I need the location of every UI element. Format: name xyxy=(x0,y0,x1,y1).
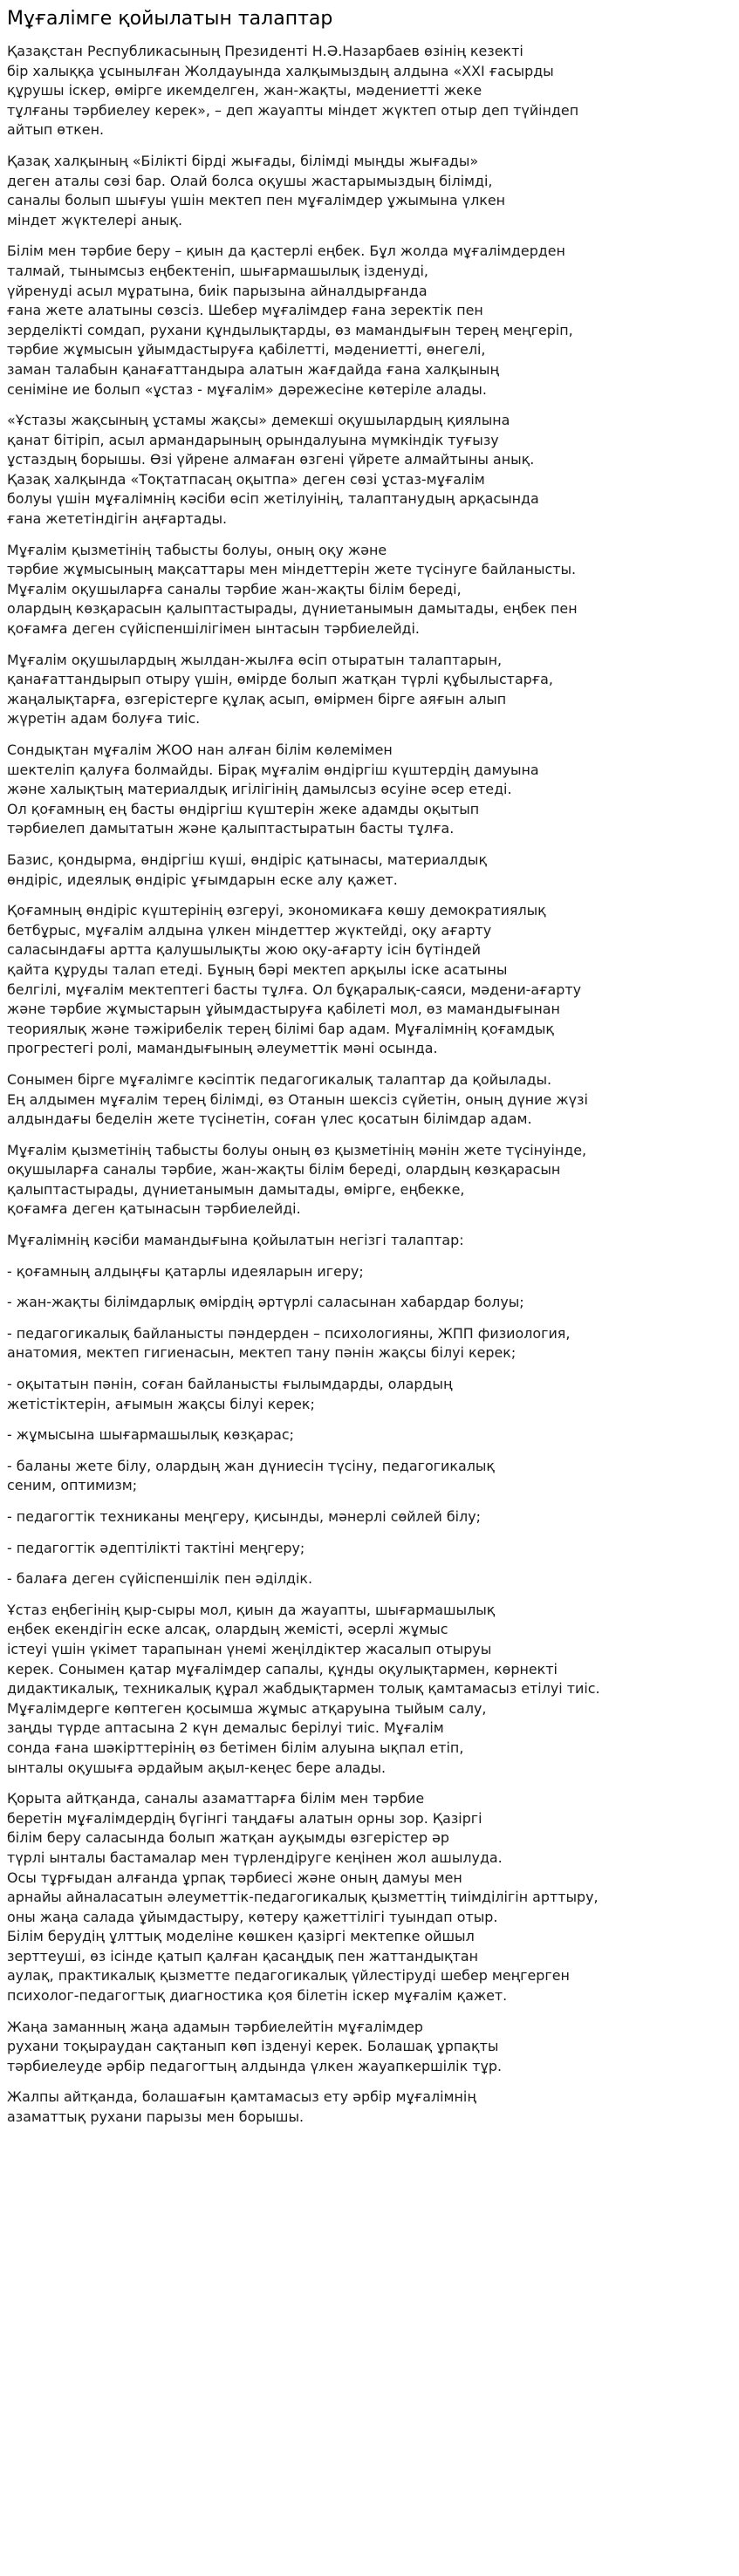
list-item: - педагогикалық байланысты пәндерден – психологияны, ЖПП физиология, анатомия, мектеп гигиенасын, мектеп тану пәнін жақсы білуі керек; xyxy=(7,1324,571,1362)
list-item: - педагогтік техниканы меңгеру, қисынды, мәнерлі сөйлей білу; xyxy=(7,1508,481,1525)
paragraph-6: Мұғалім оқушылардың жылдан-жылға өсіп отыратын талаптарын, қанағаттандырып отыру үшін, өмірде болып жатқан түрлі құбылыстарға, жаңалықтарға, өзгерістерге құлақ асып, өмірмен бірге аяғын алып жүретін адам болуға тиіс. xyxy=(7,651,553,728)
paragraph-1: Қазақстан Республикасының Президенті Н.Ә.Назарбаев өзінің кезекті бір халыққа ұсынылған Жолдауында халқымыздың алдына «XXI ғасырды құрушы іскер, өмірге икемделген, жан-жақты, мәдениетті жеке тұлғаны тәрбиелеу керек», – деп жауапты міндет жүктеп отыр деп түйіндеп айтып өткен. xyxy=(7,43,579,139)
list-item: - жұмысына шығармашылық көзқарас; xyxy=(7,1426,294,1444)
paragraph-3: Білім мен тәрбие беру – қиын да қастерлі еңбек. Бұл жолда мұғалімдерден талмай, тынымсыз еңбектеніп, шығармашылық ізденуді, үйренуді асыл мұратына, биік парызына айналдырғанда ғана жете алатыны сөзсіз. Шебер мұғалімдер ғана зеректік пен зерделікті сомдап, рухани құндылықтарды, өз мамандығын терең меңгеріп, тәрбие жұмысын ұйымдастыруға қабілетті, мәдениетті, өнегелі, заман талабын қанағаттандыра алатын жағдайда ғана халқының сеніміне ие болып «ұстаз - мұғалім» дәрежесіне көтеріле алады. xyxy=(7,243,573,398)
paragraph-16: Жалпы айтқанда, болашағын қамтамасыз ету әрбір мұғалімнің азаматтық рухани парызы мен борышы. xyxy=(7,2088,476,2126)
paragraph-7: Сондықтан мұғалім ЖОО нан алған білім көлемімен шектеліп қалуға болмайды. Бірақ мұғалім өндіргіш күштердің дамуына және халықтың материалдық игілігінің дамылсыз өсуіне әсер етеді. Ол қоғамның ең басты өндіргіш күштерін жеке адамды оқытып тәрбиелеп дамытатын және қалыптастыратын басты тұлға. xyxy=(7,741,539,837)
list-item: - баланы жете білу, олардың жан дүниесін түсіну, педагогикалық сеним, оптимизм; xyxy=(7,1457,495,1494)
requirements-heading: Мұғалімнің кәсіби мамандығына қойылатын негізгі талаптар: xyxy=(7,1232,464,1249)
list-item: - қоғамның алдыңғы қатарлы идеяларын игеру; xyxy=(7,1262,364,1280)
requirements-list xyxy=(7,1262,732,1589)
paragraph-13: Ұстаз еңбегінің қыр-сыры мол, қиын да жауапты, шығармашылық еңбек екендігін еске алсақ, олардың жемісті, әсерлі жұмыс істеуі үшін үкімет тарапынан үнемі жеңілдіктер жасалып отыруы керек. Сонымен қатар мұғалімдер сапалы, құнды оқулықтармен, көрнекті дидактикалық, техникалық құрал жабдықтармен толық қамтамасыз етілуі тиіс. Мұғалімдерге көптеген қосымша жұмыс атқаруына тыйым салу, заңды түрде аптасына 2 күн демалыс берілуі тиіс. Мұғалім сонда ғана шәкірттерінің өз бетімен білім алуына ықпал етіп, ынталы оқушыға әрдайым ақыл-кеңес бере алады. xyxy=(7,1601,600,1776)
paragraph-2: Қазақ халқының «Білікті бірді жығады, білімді мыңды жығады» деген аталы сөзі бар. Олай болса оқушы жастарымыздың білімді, саналы болып шығуы үшін мектеп пен мұғалімдер ұжымына үлкен міндет жүктелері анық. xyxy=(7,152,506,229)
list-item: - оқытатын пәнін, соған байланысты ғылымдарды, олардың жетістіктерін, ағымын жақсы білуі керек; xyxy=(7,1376,453,1412)
paragraph-8: Базис, қондырма, өндіргіш күші, өндіріс қатынасы, материалдық өндіріс, идеялық өндіріс ұғымдарын еске алу қажет. xyxy=(7,851,488,888)
list-item: - жан-жақты білімдарлық өмірдің әртүрлі саласынан хабардар болуы; xyxy=(7,1294,524,1311)
article-title: Мұғалімге қойылатын талаптар xyxy=(7,8,333,30)
list-item: - балаға деген сүйіспеншілік пен әділдік. xyxy=(7,1570,313,1588)
paragraph-5: Мұғалім қызметінің табысты болуы, оның оқу және тәрбие жұмысының мақсаттары мен міндеттерін жете түсінуге байланысты. Мұғалім оқушыларға саналы тәрбие жан-жақты білім береді, олардың көзқарасын қалыптастырады, дүниетанымын дамытады, еңбек пен қоғамға деген сүйіспеншілігімен ынтасын тәрбиелейді. xyxy=(7,541,578,638)
paragraph-15: Жаңа заманның жаңа адамын тәрбиелейтін мұғалімдер рухани тоқыраудан сақтанып көп ізденуі керек. Болашақ ұрпақты тәрбиелеуде әрбір педагогтың алдында үлкен жауапкершілік тұр. xyxy=(7,2018,503,2074)
paragraph-9: Қоғамның өндіріс күштерінің өзгеруі, экономикаға көшу демократиялық бетбұрыс, мұғалім алдына үлкен міндеттер жүктейді, оқу ағарту саласындағы артта қалушылықты жою оқу-ағарту ісін бүтіндей қайта құруды талап етеді. Бұның бәрі мектеп арқылы іске асатыны белгілі, мұғалім мектептегі басты тұлға. Ол бұқаралық-саяси, мәдени-ағарту және тәрбие жұмыстарын ұйымдастыруға қабілеті мол, өз мамандығынан теориялық және тәжірибелік терең білімі бар адам. Мұғалімнің қоғамдық прогрестегі ролі, мамандығының әлеуметтік мәні осында. xyxy=(7,902,581,1057)
paragraph-11: Мұғалім қызметінің табысты болуы оның өз қызметінің мәнін жете түсінуінде, оқушыларға саналы тәрбие, жан-жақты білім береді, олардың көзқарасын қалыптастырады, дүниетанымын дамытады, өмірге, еңбекке, қоғамға деген қатынасын тәрбиелейді. xyxy=(7,1141,587,1218)
paragraph-4: «Ұстазы жақсының ұстамы жақсы» демекші оқушылардың қиялына қанат бітіріп, асыл армандарының орындалуына мүмкіндік туғызу ұстаздың борышы. Өзі үйрене алмаған өзгені үйрете алмайтыны анық. Қазақ халқында «Тоқтатпасаң оқытпа» деген сөзі ұстаз-мұғалім болуы үшін мұғалімнің кәсіби өсіп жетілуінің, талаптанудың арқасында ғана жететіндігін аңғартады. xyxy=(7,412,539,528)
list-item: - педагогтік әдептілікті тактіні меңгеру; xyxy=(7,1539,305,1556)
paragraph-14: Қорыта айтқанда, саналы азаматтарға білім мен тәрбие беретін мұғалімдердің бүгінгі таңдағы алатын орны зор. Қазіргі білім беру саласында болып жатқан ауқымды өзгерістер әр түрлі ынталы бастамалар мен түрлендіруге кеңінен жол ашылуда. Осы тұрғыдан алғанда ұрпақ тәрбиесі және оның дамуы мен арнайы айналасатын әлеуметтік-педагогикалық қызметтің тиімділігін арттыру, оны жаңа салада ұйымдастыру, көтеру қажеттілігі туындап отыр. Білім берудің ұлттық моделіне көшкен қазіргі мектепке ойшыл зерттеуші, өз ісінде қатып қалған қасаңдық пен жаттандықтан аулақ, практикалық қызметте педагогикалық үйлестіруді шебер меңгерген психолог-педагогтық диагностика қоя білетін іскер мұғалім қажет. xyxy=(7,1790,599,2005)
paragraph-10: Сонымен бірге мұғалімге кәсіптік педагогикалық талаптар да қойылады. Ең алдымен мұғалім терең білімді, өз Отанын шексіз сүйетін, оның дүние жүзі алдындағы беделін жете түсінетін, соған үлес қосатын білімдар адам. xyxy=(7,1070,588,1128)
